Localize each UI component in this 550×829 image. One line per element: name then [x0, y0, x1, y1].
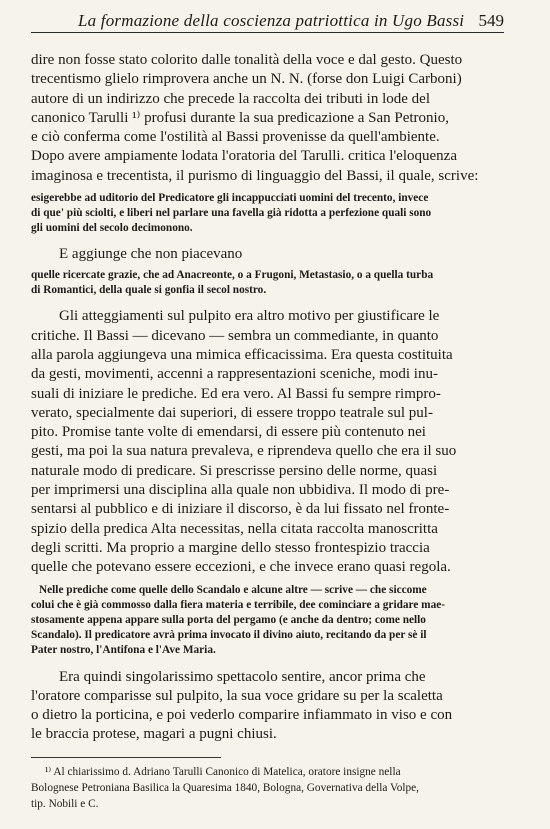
quote-line: stosamente appena appare sulla porta del pergamo (e anche da dentro; come nello	[31, 613, 426, 626]
text-line: autore di un indirizzo che precede la raccolta dei tributi in lode del	[31, 90, 430, 107]
text-line: sentarsi al pubblico e di iniziare il discorso, è da lui fissato nel fronte-	[31, 501, 450, 518]
running-header	[31, 10, 504, 33]
text-line: Dopo avere ampiamente lodata l'oratoria del Tarulli. critica l'eloquenza	[31, 148, 457, 165]
text-line: quelle che potevano essere eccezioni, e che invece erano quasi regola.	[31, 559, 451, 576]
text-line: dire non fosse stato colorito dalle tonalità della voce e dal gesto. Questo	[31, 52, 463, 68]
text-line: alla parola aggiungeva una mimica efficacissima. Era questa costituita	[31, 346, 453, 363]
quote-line: quelle ricercate grazie, che ad Anacreonte, o a Frugoni, Metastasio, o a quella turba	[31, 268, 434, 281]
text-line: critiche. Il Bassi — dicevano — sembra un commediante, in quanto	[31, 327, 439, 344]
text-line: gesti, ma poi la sua natura prevaleva, e riprendeva quello che era il suo	[31, 443, 457, 460]
text-line: spizio della predica Alta necessitas, nella citata raccolta manoscritta	[31, 520, 438, 537]
block-quote-3	[31, 583, 504, 659]
quote-line: Nelle prediche come quelle dello Scandalo e alcune altre — scrive — che siccome	[39, 583, 427, 596]
quote-line: di que' più sciolti, e liberi nel parlare una favella già ridotta a perfezione quali sono	[31, 207, 432, 220]
text-line: imaginosa e trecentista, il purismo di linguaggio del Bassi, il quale, scrive:	[31, 167, 479, 184]
text-line: degli scritti. Ma proprio a margine dello stesso frontespizio traccia	[31, 539, 430, 556]
text-line: o dietro la porticina, e poi vederlo comparire infiammato in viso e con	[31, 707, 453, 724]
quote-line: gli uomini del secolo decimonono.	[31, 222, 193, 235]
quote-line: Pater nostro, l'Antifona e l'Ave Maria.	[31, 644, 216, 657]
text-line: per imprimersi una disciplina alla quale non ubbidiva. Il modo di pre-	[31, 482, 450, 499]
footnote-line: Bolognese Petroniana Basilica la Quaresima 1840, Bologna, Governativa della Volpe,	[31, 781, 419, 794]
text-line: suali di iniziare le prediche. Ed era vero. Al Bassi fu sempre rimpro-	[31, 385, 441, 402]
text-line: pito. Promise tante volte di emendarsi, di essere più contenuto nei	[31, 424, 426, 441]
text-line: Era quindi singolarissimo spettacolo sentire, ancor prima che	[59, 668, 426, 685]
text-line: E aggiunge che non piacevano	[59, 245, 243, 262]
paragraph-4	[31, 668, 504, 745]
paragraph-2	[31, 245, 504, 264]
text-line: canonico Tarulli ¹⁾ profusi durante la sua predicazione a San Petronio,	[31, 109, 449, 126]
block-quote-2	[31, 268, 504, 298]
text-line: e ciò conferma come l'ostilità al Bassi provenisse da quell'ambiente.	[31, 129, 440, 146]
text-line: da gesti, movimenti, accenni a rappresentazioni sceniche, modi inu-	[31, 366, 438, 383]
text-line: verato, specialmente dai superiori, di essere troppo teatrale sul pul-	[31, 404, 433, 421]
text-line: naturale modo di predicare. Si prescrisse persino delle norme, quasi	[31, 462, 438, 479]
quote-line: colui che è già commosso dalla fiera materia e terribile, dee cominciare a gridare mae-	[31, 598, 445, 611]
text-line: l'oratore comparisse sul pulpito, la sua voce gridare su per la scaletta	[31, 687, 443, 704]
text-line: Gli atteggiamenti sul pulpito era altro motivo per giustificare le	[59, 308, 440, 325]
block-quote-1	[31, 191, 504, 237]
text-line: le braccia protese, magari a pugni chiusi.	[31, 726, 277, 743]
footnote-divider	[31, 757, 221, 758]
footnote-line: tip. Nobili e C.	[31, 797, 99, 810]
paragraph-3	[31, 307, 504, 577]
quote-line: Scandalo). Il predicatore avrà prima invocato il divino aiuto, recitando da per sè il	[31, 629, 427, 642]
running-title: La formazione della coscienza patriottica in Ugo Bassi	[78, 11, 465, 30]
quote-line: esigerebbe ad uditorio del Predicatore gli incappucciati uomini del trecento, invece	[31, 192, 429, 205]
book-page	[31, 10, 504, 812]
footnote	[31, 764, 504, 812]
quote-line: di Romantici, della quale si gonfia il secol nostro.	[31, 284, 267, 297]
paragraph-1	[31, 51, 504, 186]
footnote-line: ¹⁾ Al chiarissimo d. Adriano Tarulli Canonico di Matelica, oratore insigne nella	[45, 765, 401, 778]
text-line: trecentismo glielo rimprovera anche un N. N. (forse don Luigi Carboni)	[31, 71, 462, 88]
page-number: 549	[478, 11, 504, 30]
